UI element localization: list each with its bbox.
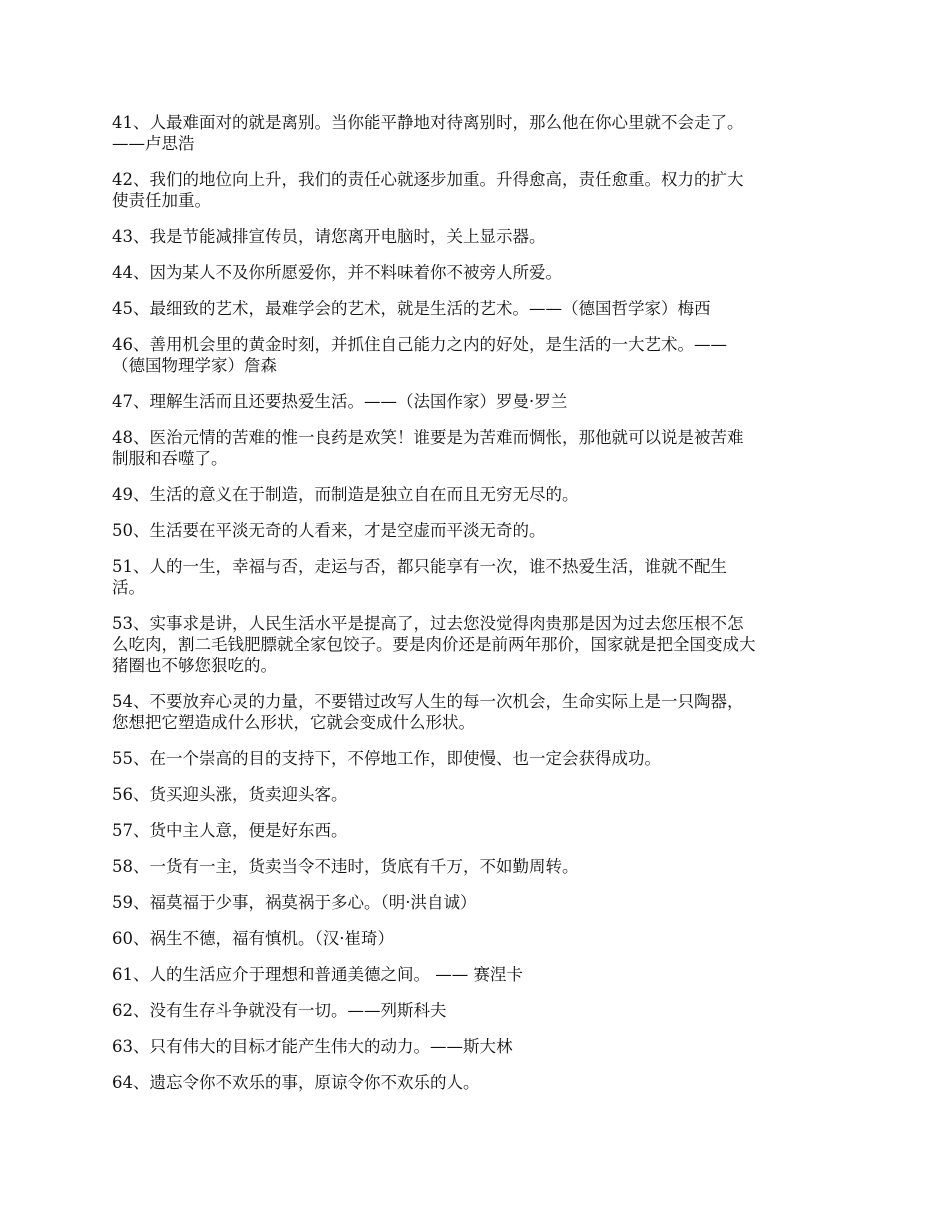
quote-paragraph: 45、最细致的艺术，最难学会的艺术，就是生活的艺术。——（德国哲学家）梅西 [112, 299, 711, 318]
quote-paragraph: 53、实事求是讲，人民生活水平是提高了，过去您没觉得肉贵那是因为过去您压根不怎 么吃肉，割二毛钱肥膘就全家包饺子。要是肉价还是前两年那价，国家就是把全国变成大 猪圈也不够您狠吃的。 [112, 614, 756, 675]
quote-paragraph: 60、祸生不德，福有慎机。（汉·崔琦） [112, 929, 394, 948]
quote-paragraph: 59、福莫福于少事，祸莫祸于多心。（明·洪自诚） [112, 893, 477, 912]
quote-paragraph: 63、只有伟大的目标才能产生伟大的动力。——斯大林 [112, 1037, 513, 1056]
quote-paragraph: 41、人最难面对的就是离别。当你能平静地对待离别时，那么他在你心里就不会走了。 ——卢思浩 [112, 113, 744, 153]
quote-paragraph: 57、货中主人意，便是好东西。 [112, 821, 348, 840]
quote-paragraph: 43、我是节能减排宣传员，请您离开电脑时，关上显示器。 [112, 227, 546, 246]
quote-paragraph: 58、一货有一主，货卖当令不违时，货底有千万，不如勤周转。 [112, 857, 579, 876]
quote-paragraph: 51、人的一生，幸福与否，走运与否，都只能享有一次，谁不热爱生活，谁就不配生 活。 [112, 557, 727, 597]
quote-paragraph: 62、没有生存斗争就没有一切。——列斯科夫 [112, 1001, 447, 1020]
quote-paragraph: 50、生活要在平淡无奇的人看来，才是空虚而平淡无奇的。 [112, 521, 546, 540]
quote-paragraph: 49、生活的意义在于制造，而制造是独立自在而且无穷无尽的。 [112, 485, 579, 504]
quote-paragraph: 48、医治元情的苦难的惟一良药是欢笑！谁要是为苦难而惆怅，那他就可以说是被苦难 制服和吞噬了。 [112, 428, 744, 468]
quote-paragraph: 47、理解生活而且还要热爱生活。——（法国作家）罗曼·罗兰 [112, 392, 568, 411]
quote-paragraph: 46、善用机会里的黄金时刻，并抓住自己能力之内的好处，是生活的一大艺术。—— （德国物理学家）詹森 [112, 335, 727, 375]
quote-paragraph: 54、不要放弃心灵的力量，不要错过改写人生的每一次机会，生命实际上是一只陶器， 您想把它塑造成什么形状，它就会变成什么形状。 [112, 692, 744, 732]
quote-paragraph: 55、在一个崇高的目的支持下，不停地工作，即使慢、也一定会获得成功。 [112, 749, 661, 768]
quote-paragraph: 56、货买迎头涨，货卖迎头客。 [112, 785, 348, 804]
quote-paragraph: 64、遗忘令你不欢乐的事，原谅令你不欢乐的人。 [112, 1073, 480, 1092]
document-page [112, 112, 842, 1108]
quote-paragraph: 61、人的生活应介于理想和普通美德之间。 —— 赛涅卡 [112, 965, 523, 984]
quote-paragraph: 44、因为某人不及你所愿爱你，并不料味着你不被旁人所爱。 [112, 263, 562, 282]
quote-paragraph: 42、我们的地位向上升，我们的责任心就逐步加重。升得愈高，责任愈重。权力的扩大 使责任加重。 [112, 170, 744, 210]
